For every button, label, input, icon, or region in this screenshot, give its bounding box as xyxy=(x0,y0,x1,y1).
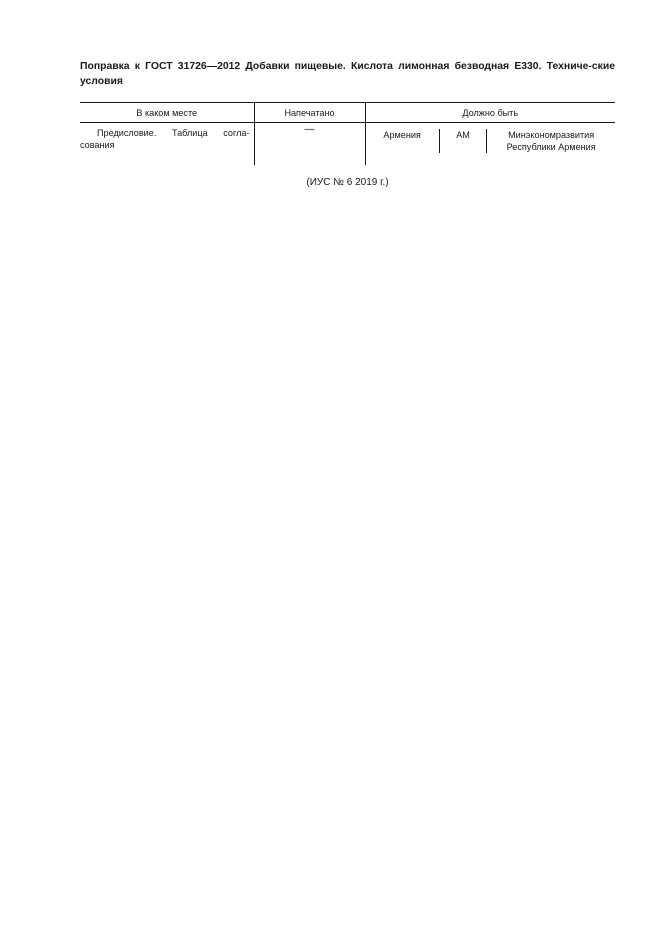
correction-table xyxy=(80,102,615,165)
source-reference: (ИУС № 6 2019 г.) xyxy=(306,177,389,188)
should-be-country: Армения xyxy=(383,130,421,140)
organization-line-1: Минэкономразвития xyxy=(508,130,595,140)
table-row xyxy=(80,123,615,166)
should-be-organization xyxy=(486,129,615,153)
should-be-group xyxy=(366,123,616,161)
header-printed: Напечатано xyxy=(254,103,365,123)
cell-printed: — xyxy=(254,123,365,166)
organization-line-2: Республики Армения xyxy=(506,142,596,152)
cell-place: Предисловие. Таблица согла-сования xyxy=(80,128,250,150)
header-place: В каком месте xyxy=(80,103,254,123)
header-should-be: Должно быть xyxy=(365,103,615,123)
table-header-row xyxy=(80,103,615,123)
document-title: Поправка к ГОСТ 31726—2012 Добавки пищевые. Кислота лимонная безводная Е330. Техниче-ские условия xyxy=(80,61,615,87)
cell-should-be xyxy=(365,123,615,166)
should-be-code: АМ xyxy=(439,129,487,153)
